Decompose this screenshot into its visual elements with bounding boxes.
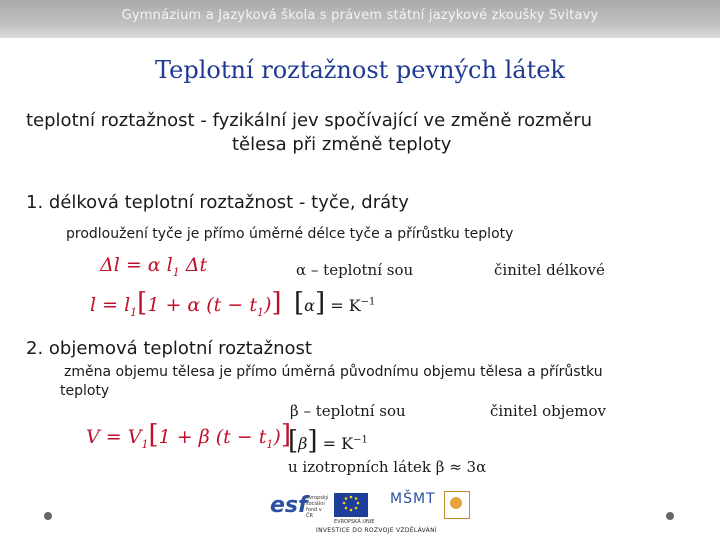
definition-line1 [26, 110, 592, 131]
beta-description-2: činitel objemov [490, 402, 607, 420]
decorative-dot-left [44, 512, 52, 520]
definition-text-1: - fyzikální jev spočívající ve změně rozměru [194, 110, 593, 131]
formula-delta-l: Δl = α $l_1$ Δt [100, 254, 208, 279]
alpha-unit: $[\alpha] = K^{-1}$ [294, 288, 376, 318]
school-header: Gymnázium a Jazyková škola s právem státní jazykové zkoušky Svitavy [121, 8, 599, 23]
alpha-description-2: činitel délkové [494, 261, 605, 279]
definition-text-2: tělesa při změně teploty [232, 134, 452, 155]
logo-strip [270, 489, 470, 533]
section1-description: prodloužení tyče je přímo úměrné délce tyče a přírůstku teploty [66, 226, 514, 242]
esf-logo: esf evropský sociální fond v ČR [270, 493, 329, 519]
definition-term: teplotní roztažnost [26, 110, 195, 131]
section2-description-1: změna objemu tělesa je přímo úměrná původnímu objemu tělesa a přírůstku [64, 364, 603, 380]
footer-caption: INVESTICE DO ROZVOJE VZDĚLÁVÁNÍ [316, 527, 437, 534]
eu-label: EVROPSKÁ UNIE [334, 519, 375, 525]
beta-unit: $[\beta] = K^{-1}$ [288, 426, 368, 456]
beta-description: β – teplotní sou [290, 402, 406, 420]
formula-v: $V = V_1[1 + \beta$ $(t - t_1)$] [86, 420, 291, 451]
msmt-logo: MŠMT [390, 491, 436, 507]
section2-heading: 2. objemová teplotní roztažnost [26, 338, 312, 359]
section2-description-2: teploty [60, 383, 110, 399]
op-vk-logo [444, 491, 470, 519]
eu-flag-logo [334, 493, 368, 517]
decorative-dot-right [666, 512, 674, 520]
section1-heading: 1. délková teplotní roztažnost - tyče, dráty [26, 192, 409, 213]
formula-l: $l = l_1[1 + \alpha$ $(t - t_1)$] [90, 288, 282, 319]
alpha-description: α – teplotní sou [296, 261, 414, 279]
isotropic-note: u izotropních látek β ≈ 3α [288, 458, 487, 476]
page-title: Teplotní roztažnost pevných látek [155, 56, 565, 84]
